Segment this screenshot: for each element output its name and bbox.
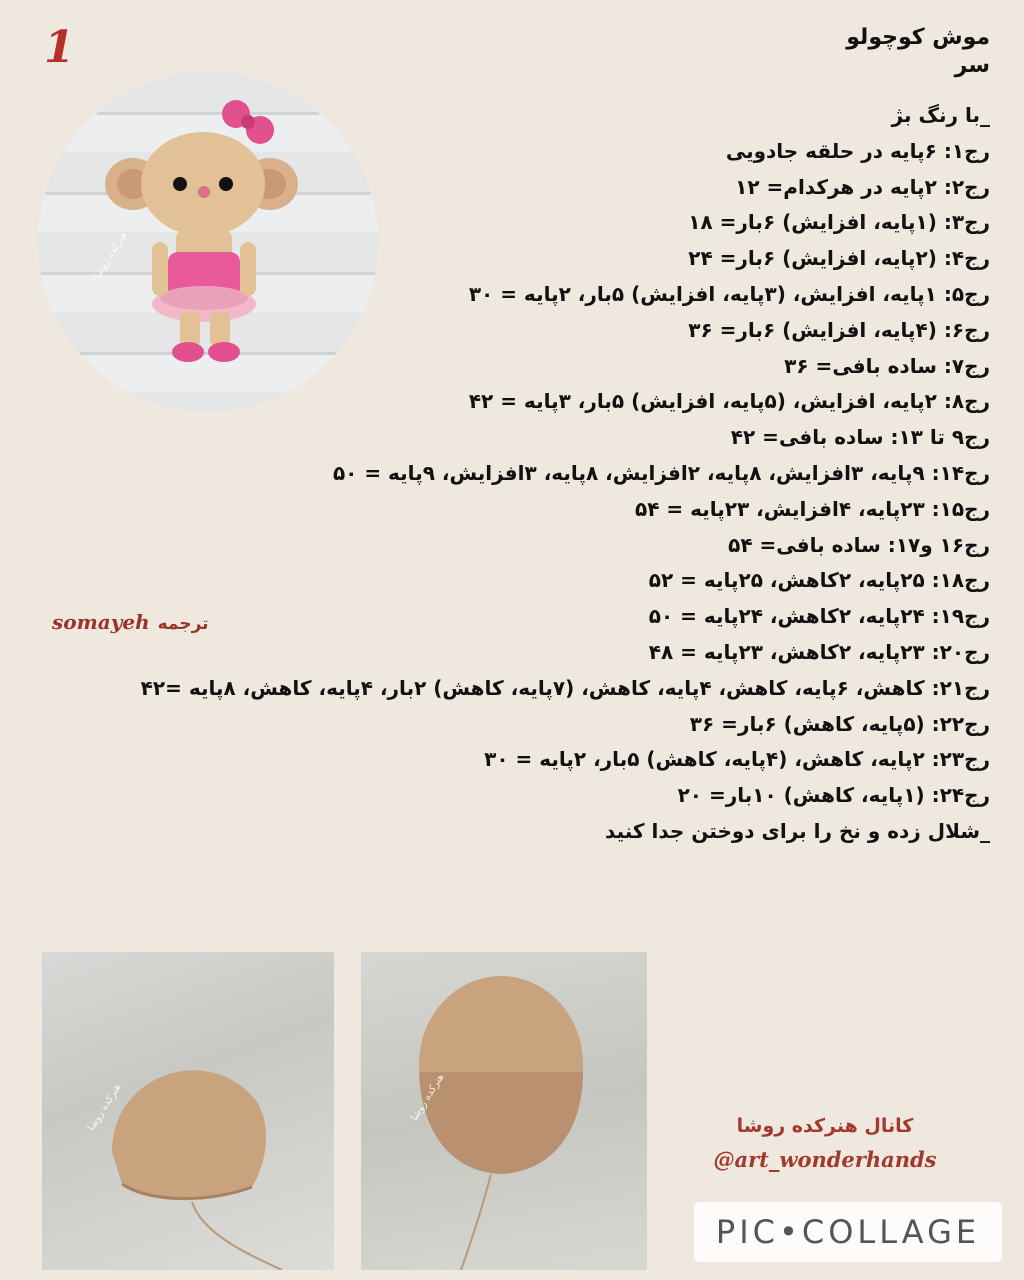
channel-credit xyxy=(690,1110,960,1178)
row-6: رج۶: (۴پایه، افزایش) ۶بار= ۳۶ xyxy=(688,317,990,342)
channel-label: کانال هنرکده روشا xyxy=(736,1115,914,1137)
page-number: 1 xyxy=(44,22,75,73)
crochet-head-side-illustration xyxy=(42,952,334,1270)
row-19: رج۱۹: ۲۴پایه، ۲کاهش، ۲۴پایه = ۵۰ xyxy=(648,604,990,629)
row-16-17: رج۱۶ و۱۷: ساده بافی= ۵۴ xyxy=(728,532,990,557)
pattern-instructions xyxy=(10,24,990,850)
finish-note: _شلال زده و نخ را برای دوختن جدا کنید xyxy=(605,818,990,843)
translator-name: somayeh xyxy=(52,610,150,634)
photo-a-watermark: هنرکده روشا xyxy=(85,1081,124,1134)
photo-b-watermark: هنرکده روشا xyxy=(408,1071,447,1124)
row-4: رج۴: (۲پایه، افزایش) ۶بار= ۲۴ xyxy=(688,246,990,271)
color-note: _با رنگ بژ xyxy=(891,103,990,127)
row-8: رج۸: ۲پایه، افزایش، (۵پایه، افزایش) ۵بار، ۳پایه = ۴۲ xyxy=(468,389,990,414)
row-3: رج۳: (۱پایه، افزایش) ۶بار= ۱۸ xyxy=(688,210,990,235)
row-15: رج۱۵: ۲۳پایه، ۴افزایش، ۲۳پایه = ۵۴ xyxy=(635,496,990,521)
row-9-13: رج۹ تا ۱۳: ساده بافی= ۴۲ xyxy=(730,425,990,450)
pattern-title: موش کوچولو xyxy=(846,25,990,50)
translator-label: ترجمه xyxy=(157,614,209,634)
photo-watermark: هنرکده روشا xyxy=(91,229,130,282)
row-23: رج۲۳: ۲پایه، کاهش، (۴پایه، کاهش) ۵بار، ۲پایه = ۳۰ xyxy=(484,747,990,772)
piccollage-watermark: PIC•COLLAGE xyxy=(694,1202,1002,1262)
channel-handle: @art_wonderhands xyxy=(713,1147,937,1172)
row-list xyxy=(10,98,990,850)
translator-credit xyxy=(52,610,209,634)
row-2: رج۲: ۲پایه در هرکدام= ۱۲ xyxy=(735,174,990,199)
head-side-photo xyxy=(42,952,334,1270)
row-22: رج۲۲: (۵پایه، کاهش) ۶بار= ۳۶ xyxy=(689,711,990,736)
row-21: رج۲۱: کاهش، ۶پایه، کاهش، ۴پایه، کاهش، (۷پایه، کاهش) ۲بار، ۴پایه، کاهش، ۸پایه =۴۲ xyxy=(140,675,990,700)
row-5: رج۵: ۱پایه، افزایش، (۳پایه، افزایش) ۵بار، ۲پایه = ۳۰ xyxy=(468,281,990,306)
row-18: رج۱۸: ۲۵پایه، ۲کاهش، ۲۵پایه = ۵۲ xyxy=(648,568,990,593)
row-20: رج۲۰: ۲۳پایه، ۲کاهش، ۲۳پایه = ۴۸ xyxy=(648,639,990,664)
head-front-photo xyxy=(361,952,647,1270)
row-7: رج۷: ساده بافی= ۳۶ xyxy=(784,353,990,378)
row-1: رج۱: ۶پایه در حلقه جادویی xyxy=(725,138,990,163)
section-title: سر xyxy=(954,53,990,78)
row-14: رج۱۴: ۹پایه، ۳افزایش، ۸پایه، ۲افزایش، ۸پایه، ۳افزایش، ۹پایه = ۵۰ xyxy=(332,460,990,485)
crochet-head-front-illustration xyxy=(361,952,647,1270)
row-24: رج۲۴: (۱پایه، کاهش) ۱۰بار= ۲۰ xyxy=(677,783,990,808)
